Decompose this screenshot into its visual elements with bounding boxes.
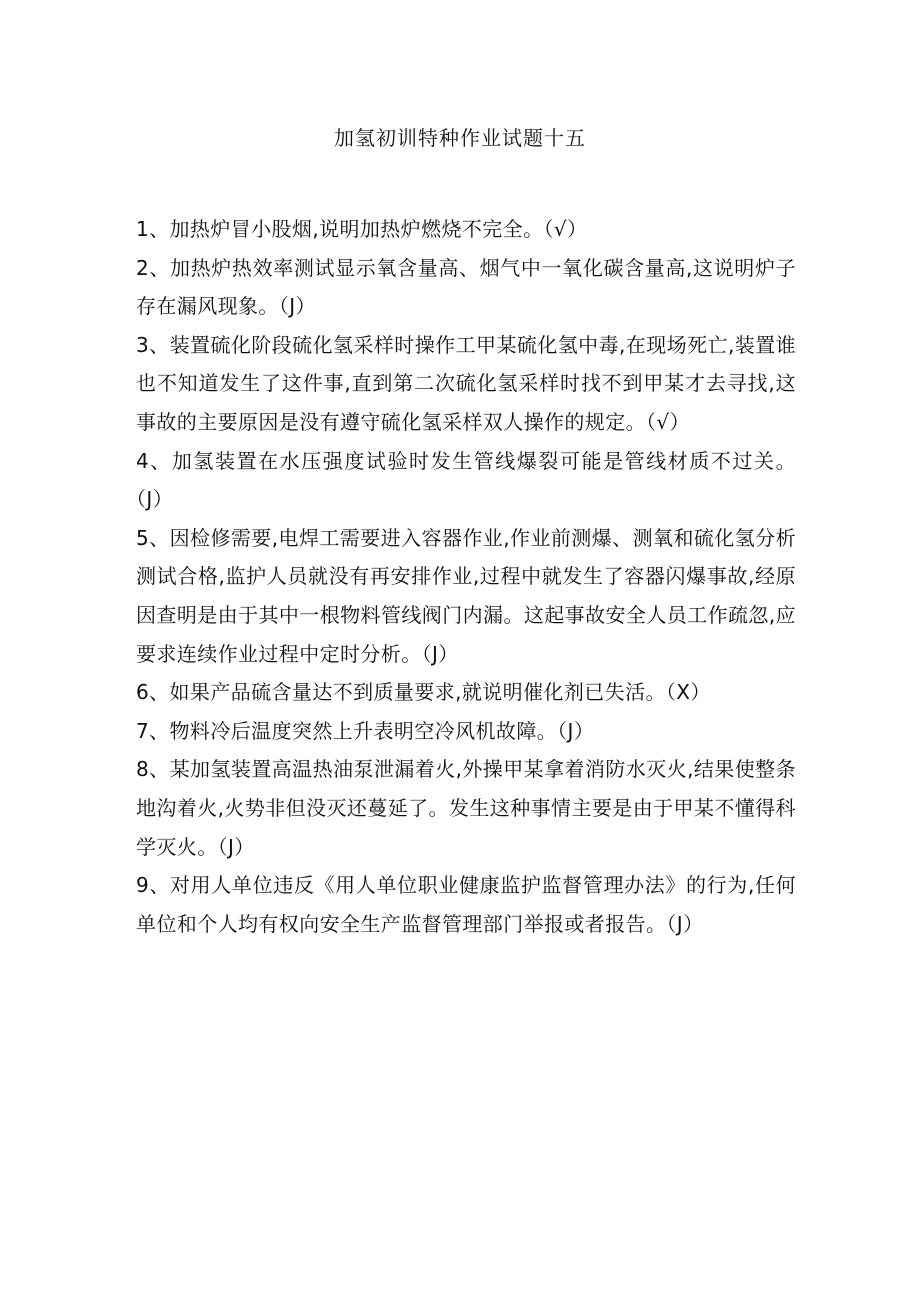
- document-title: 加氢初训特种作业试题十五: [334, 126, 586, 150]
- question-list: [136, 210, 796, 943]
- question-item: [136, 712, 796, 751]
- question-text: 6、如果产品硫含量达不到质量要求,就说明催化剂已失活。: [136, 680, 666, 705]
- question-item: [136, 866, 796, 943]
- question-item: [136, 326, 796, 442]
- question-text: 8、某加氢装置高温热油泵泄漏着火,外操甲某拿着消防水灭火,结果使整条地沟着火,火势非但没灭还蔓延了。发生这种事情主要是由于甲某不懂得科学灭火。: [136, 757, 796, 859]
- question-text: 9、对用人单位违反《用人单位职业健康监护监督管理办法》的行为,任何单位和个人均有权向安全生产监督管理部门举报或者报告。: [136, 873, 796, 936]
- question-item: [136, 442, 796, 519]
- question-answer: （√）: [543, 217, 588, 241]
- question-text: 3、装置硫化阶段硫化氢采样时操作工甲某硫化氢中毒,在现场死亡,装置谁也不知道发生了这件事,直到第二次硫化氢采样时找不到甲某才去寻找,这事故的主要原因是没有遵守硫化氢采样双人操作的规定。: [136, 332, 796, 434]
- question-item: [136, 519, 796, 673]
- question-answer: （J）: [217, 834, 255, 859]
- question-text: 2、加热炉热效率测试显示氧含量高、烟气中一氧化碳含量高,这说明炉子存在漏风现象。: [136, 255, 796, 319]
- question-item: [136, 750, 796, 866]
- question-answer: （√）: [646, 409, 690, 434]
- question-answer: （J）: [278, 294, 316, 319]
- question-text: 5、因检修需要,电焊工需要进入容器作业,作业前测爆、测氧和硫化氢分析测试合格,监护人员就没有再安排作业,过程中就发生了容器闪爆事故,经原因查明是由于其中一根物料管线阀门内漏。这起事故安全人员工作疏忽,应要求连续作业过程中定时分析。: [136, 525, 796, 666]
- question-item: [136, 673, 796, 712]
- question-answer: （J）: [557, 718, 595, 743]
- question-item: [136, 249, 796, 326]
- question-answer: （J）: [136, 487, 174, 512]
- question-text: 7、物料冷后温度突然上升表明空冷风机故障。: [136, 718, 558, 743]
- question-text: 4、加氢装置在水压强度试验时发生管线爆裂可能是管线材质不过关。: [136, 448, 796, 473]
- question-text: 1、加热炉冒小股烟,说明加热炉燃烧不完全。: [136, 217, 544, 241]
- question-answer: （J）: [666, 911, 704, 936]
- question-answer: （X）: [665, 680, 711, 705]
- question-item: [136, 210, 796, 249]
- question-answer: （J）: [421, 641, 459, 666]
